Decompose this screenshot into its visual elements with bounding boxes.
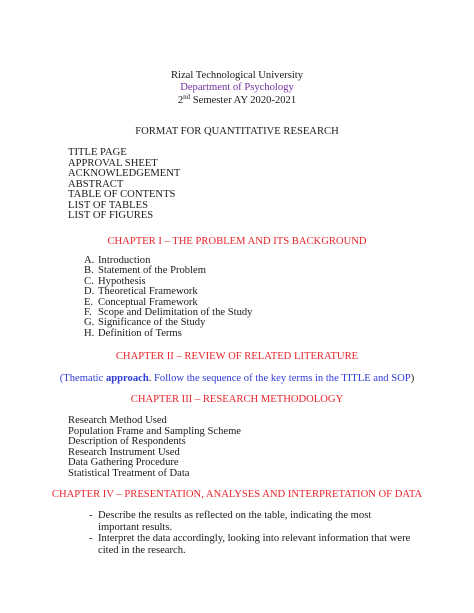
department-name: Department of Psychology [180,82,294,93]
chapter-3-item: Population Frame and Sampling Scheme [68,425,242,437]
chapter-1-heading: CHAPTER I – THE PROBLEM AND ITS BACKGROUND [107,236,367,247]
list-letter: C. [84,275,94,287]
semester-rest: Semester AY 2020-2021 [190,95,297,106]
chapter-2-heading: CHAPTER II – REVIEW OF RELATED LITERATURE [115,351,359,362]
bullet-dash: - [89,533,93,544]
chapter-3-item: Data Gathering Procedure [68,457,179,468]
note-open: (Thematic [59,373,106,384]
bullet-dash: - [89,510,93,521]
front-matter-item: APPROVAL SHEET [68,157,158,169]
bullet-item [84,510,414,533]
list-letter: F. [84,306,92,318]
list-letter: A. [84,255,95,266]
list-letter: E. [84,296,94,308]
chapter-3-item: Statistical Treatment of Data [68,467,190,479]
list-letter: B. [84,265,94,277]
list-text: Scope and Delimitation of the Study [98,306,253,318]
bullet-item [84,533,414,556]
chapter-3-heading: CHAPTER III – RESEARCH METHODOLOGY [130,394,344,405]
front-matter-item: ABSTRACT [68,178,124,190]
semester-line [0,95,474,107]
list-letter: G. [84,317,95,329]
list-text: Introduction [98,255,151,266]
note-rest: Follow the sequence of the key terms in the TITLE and SOP [151,373,411,384]
chapter-3-item: Research Method Used [68,415,167,426]
semester-superscript: nd [183,93,191,101]
list-text: Theoretical Framework [98,286,198,298]
chapter-2-note [0,373,474,385]
list-text: Hypothesis [98,275,146,287]
chapter-3-item: Description of Respondents [68,436,186,447]
university-name: Rizal Technological University [170,70,304,81]
list-letter: H. [84,327,95,339]
front-matter-item: TABLE OF CONTENTS [68,189,176,200]
bullet-text: Interpret the data accordingly, looking into relevant information that were cited in the research. [98,533,411,556]
chapter-4-heading: CHAPTER IV – PRESENTATION, ANALYSES AND INTERPRETATION OF DATA [51,489,423,500]
note-bold: approach [105,373,149,384]
list-letter: D. [84,286,95,298]
chapter-3-item: Research Instrument Used [68,446,180,458]
list-text: Definition of Terms [98,327,182,339]
front-matter-item: LIST OF TABLES [68,199,148,211]
list-text: Significance of the Study [98,317,206,329]
list-text: Conceptual Framework [98,296,198,308]
note-close: ) [410,373,415,384]
format-title: FORMAT FOR QUANTITATIVE RESEARCH [135,126,339,137]
semester-ordinal: 2 [177,95,184,106]
front-matter-item: LIST OF FIGURES [68,210,154,221]
front-matter-item: TITLE PAGE [68,147,127,158]
bullet-text: Describe the results as reflected on the table, indicating the most important results. [98,510,372,533]
chapter-4-bullets [84,510,414,556]
front-matter-item: ACKNOWLEDGEMENT [68,168,181,179]
list-text: Statement of the Problem [98,265,206,277]
note-dot: . [148,373,152,384]
